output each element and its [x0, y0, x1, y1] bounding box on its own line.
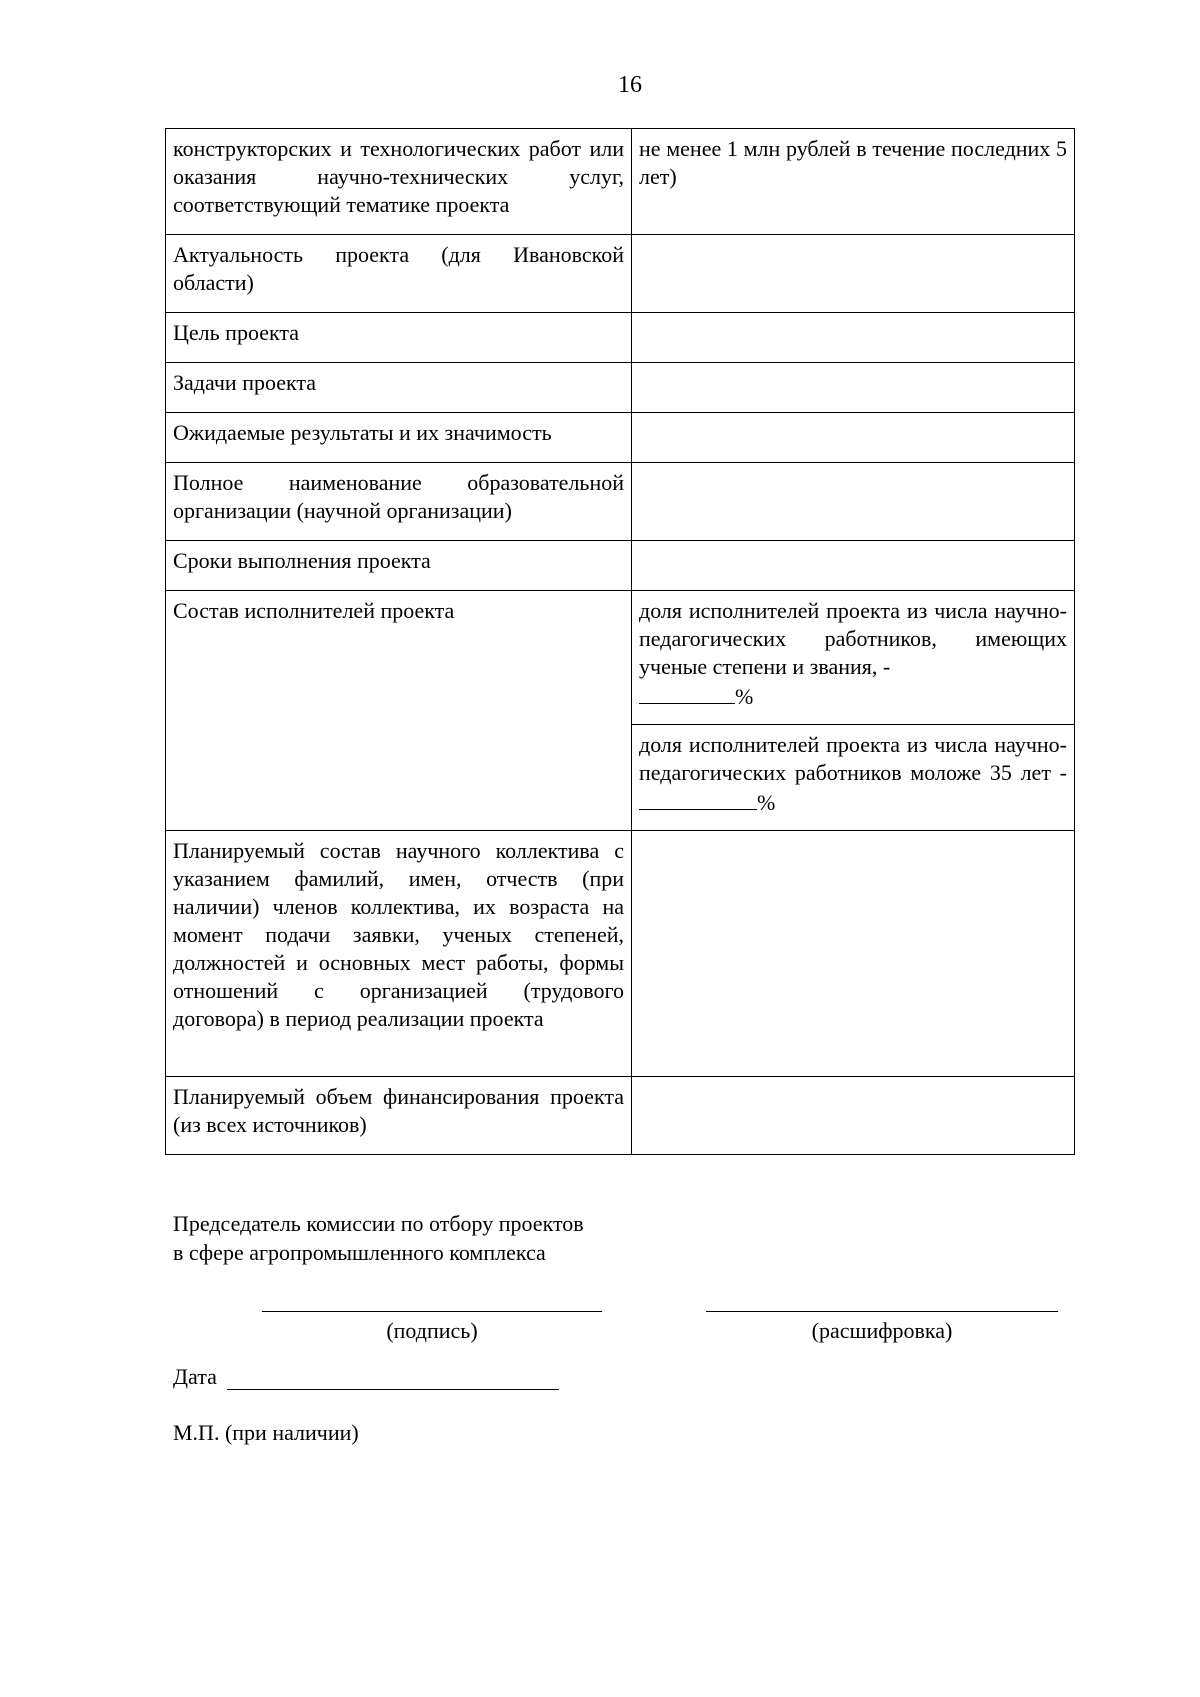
share-degree-blank[interactable] — [639, 681, 735, 704]
row-label-goal: Цель проекта — [166, 313, 632, 363]
table-row — [166, 363, 1075, 413]
row-label-organization: Полное наименование образовательной организации (научной организации) — [166, 463, 632, 541]
project-form-table — [165, 128, 1075, 1155]
table-row — [166, 831, 1075, 1077]
transcript-caption: (расшифровка) — [811, 1318, 953, 1343]
row-value-relevance — [632, 235, 1075, 313]
row-value-results — [632, 413, 1075, 463]
percent-sign: % — [757, 790, 776, 815]
row-value-research-works: не менее 1 млн рублей в течение последних 5 лет) — [632, 129, 1075, 235]
row-label-relevance: Актуальность проекта (для Ивановской области) — [166, 235, 632, 313]
row-value-team-composition — [632, 831, 1075, 1077]
row-value-deadlines — [632, 541, 1075, 591]
row-label-team-composition: Планируемый состав научного коллектива с указанием фамилий, имен, отчеств (при наличии) членов коллектива, их возраста на момент подачи заявки, ученых степеней, должностей и основных мест работы, формы отношений с организацией (трудового договора) в период реализации проекта — [166, 831, 632, 1077]
percent-sign: % — [735, 684, 754, 709]
table-row — [166, 235, 1075, 313]
signature-caption: (подпись) — [386, 1318, 478, 1343]
row-label-deadlines: Сроки выполнения проекта — [166, 541, 632, 591]
executors-share-young — [632, 725, 1075, 831]
table-row — [166, 1077, 1075, 1155]
table-row — [166, 541, 1075, 591]
table-row — [166, 413, 1075, 463]
page-number: 16 — [618, 72, 642, 98]
signature-line[interactable] — [262, 1311, 602, 1312]
stamp-label: М.П. (при наличии) — [173, 1420, 359, 1445]
row-label-executors: Состав исполнителей проекта — [166, 591, 632, 831]
row-value-financing — [632, 1077, 1075, 1155]
executors-share-degree-text: доля исполнителей проекта из числа научно-педагогических работников, имеющих ученые степени и звания, - — [639, 598, 1067, 679]
chairman-line-2: в сфере агропромышленного комплекса — [173, 1240, 546, 1265]
table-row — [166, 129, 1075, 235]
row-value-goal — [632, 313, 1075, 363]
share-young-blank[interactable] — [639, 787, 757, 810]
executors-share-young-text: доля исполнителей проекта из числа научно-педагогических работников моложе 35 лет - — [639, 732, 1067, 785]
chairman-line-1: Председатель комиссии по отбору проектов — [173, 1211, 584, 1236]
row-label-financing: Планируемый объем финансирования проекта (из всех источников) — [166, 1077, 632, 1155]
row-label-results: Ожидаемые результаты и их значимость — [166, 413, 632, 463]
executors-share-degree — [632, 591, 1075, 725]
row-label-research-works: конструкторских и технологических работ или оказания научно-технических услуг, соответствующий тематике проекта — [166, 129, 632, 235]
chairman-title — [173, 1209, 584, 1267]
table-row — [166, 591, 1075, 725]
date-row — [173, 1363, 559, 1390]
table-row — [166, 463, 1075, 541]
row-label-tasks: Задачи проекта — [166, 363, 632, 413]
row-value-organization — [632, 463, 1075, 541]
transcript-line[interactable] — [706, 1311, 1058, 1312]
table-row — [166, 313, 1075, 363]
row-value-tasks — [632, 363, 1075, 413]
date-field[interactable] — [227, 1363, 559, 1390]
date-label: Дата — [173, 1364, 217, 1389]
